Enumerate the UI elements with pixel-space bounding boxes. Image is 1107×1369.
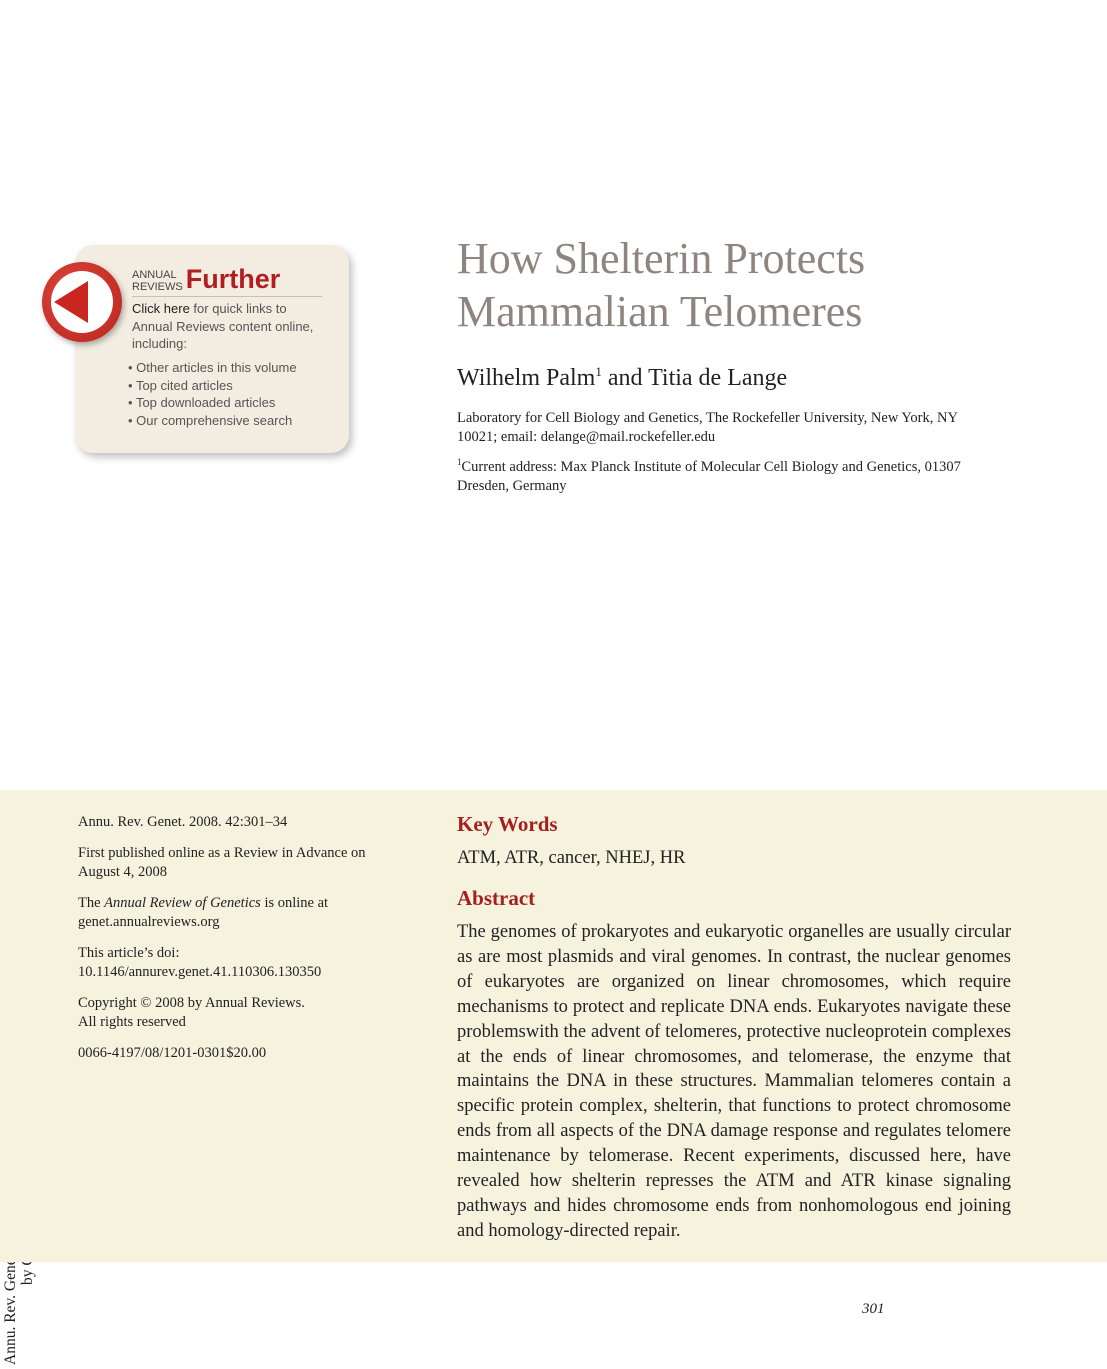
current-address-footnote: 1 — [457, 457, 462, 467]
current-address — [457, 453, 977, 496]
page-number: 301 — [862, 1301, 885, 1317]
article-title — [457, 232, 1057, 338]
author-1: Wilhelm Palm — [457, 365, 596, 391]
journal-name: Annual Review of Genetics — [104, 895, 261, 911]
link-top-downloaded[interactable]: • Top downloaded articles — [128, 394, 297, 412]
annual-reviews-further-logo — [132, 265, 322, 297]
author-2: and Titia de Lange — [601, 365, 788, 391]
play-back-icon — [42, 262, 122, 342]
doi-block — [78, 944, 398, 982]
author-1-footnote: 1 — [595, 364, 602, 379]
brand-reviews: REVIEWS — [132, 281, 183, 293]
authors — [457, 364, 787, 392]
affiliation: Laboratory for Cell Biology and Genetics, The Rockefeller University, New York, NY 10021; email: delange@mail.rockefeller.edu — [457, 410, 958, 445]
doi-label: This article’s doi: — [78, 945, 180, 961]
back-arrow-icon[interactable] — [42, 262, 122, 342]
further-description-text: for quick links to Annual Reviews content online, including: — [132, 301, 314, 351]
current-address-text: Current address: Max Planck Institute of Molecular Cell Biology and Genetics, 01307 Dresden, Germany — [457, 458, 961, 494]
further-description — [132, 300, 327, 353]
issn: 0066-4197/08/1201-0301$20.00 — [78, 1045, 267, 1061]
keywords-heading: Key Words — [457, 812, 558, 836]
title-line-2: Mammalian Telomeres — [457, 287, 863, 336]
rights: All rights reserved — [78, 1014, 186, 1030]
first-published: First published online as a Review in Advance on August 4, 2008 — [78, 845, 366, 880]
copyright: Copyright © 2008 by Annual Reviews. All rights reserved — [78, 995, 305, 1030]
link-other-articles[interactable]: • Other articles in this volume — [128, 359, 297, 377]
further-links-list — [128, 359, 297, 429]
link-top-cited[interactable]: • Top cited articles — [128, 377, 297, 395]
link-comprehensive-search[interactable]: • Our comprehensive search — [128, 412, 297, 430]
doi-value: 10.1146/annurev.genet.41.110306.130350 — [78, 964, 322, 980]
article-metadata — [78, 813, 398, 1075]
keywords-list: ATM, ATR, cancer, NHEJ, HR — [457, 848, 686, 868]
brand-further: Further — [185, 264, 281, 294]
abstract-text: The genomes of prokaryotes and eukaryotic organelles are usually circular as are most plasmids and viral genomes. In contrast, the nuclear genomes of eukaryotes are organized on linear chromosomes, which require mechanisms to protect and replicate DNA ends. Eukaryotes navigate these problemswith the advent of telomeres, protective nucleoprotein complexes at the ends of linear chromosomes, and telomerase, the enzyme that maintains the DNA in these structures. Mammalian telomeres contain a specific protein complex, shelterin, that functions to protect chromosome ends from all aspects of the DNA damage response and regulates telomere maintenance by telomerase. Recent experiments, discussed here, have revealed how shelterin represses the ATM and ATR kinase signaling pathways and hides chromosome ends from nonhomologous end joining and homology-directed repair. — [457, 922, 1011, 1241]
click-here-link[interactable]: Click here — [132, 301, 190, 316]
citation: Annu. Rev. Genet. 2008. 42:301–34 — [78, 814, 288, 830]
abstract-heading: Abstract — [457, 886, 536, 910]
brand-annual: ANNUAL — [132, 269, 177, 281]
title-line-1: How Shelterin Protects — [457, 234, 866, 283]
online-availability: The Annual Review of Genetics is online at genet.annualreviews.org — [78, 895, 329, 930]
